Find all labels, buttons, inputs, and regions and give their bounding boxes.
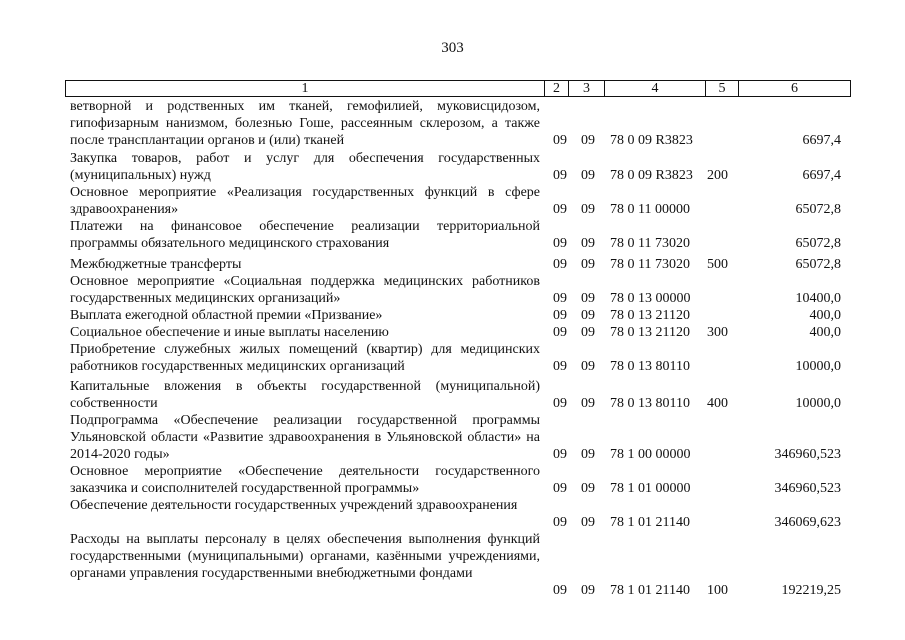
table-row — [0, 218, 905, 252]
amount: 65072,8 — [795, 257, 841, 272]
target-article-code: 78 1 01 21140 — [610, 515, 690, 530]
expense-type-code: 100 — [707, 583, 728, 598]
amount: 346960,523 — [774, 447, 841, 462]
amount: 10000,0 — [795, 396, 841, 411]
header-col-2: 2 — [544, 81, 568, 96]
section-code: 09 — [553, 236, 567, 251]
table-row — [0, 98, 905, 149]
header-col-1: 1 — [301, 81, 309, 96]
subsection-code: 09 — [581, 359, 595, 374]
target-article-code: 78 1 00 00000 — [610, 447, 691, 462]
subsection-code: 09 — [581, 325, 595, 340]
amount: 10400,0 — [795, 291, 841, 306]
section-code: 09 — [553, 325, 567, 340]
section-code: 09 — [553, 133, 567, 148]
section-code: 09 — [553, 515, 567, 530]
target-article-code: 78 0 13 21120 — [610, 308, 690, 323]
table-row — [0, 184, 905, 218]
row-description: Платежи на финансовое обеспечение реализации территориальной программы обязательного медицинского страхования — [70, 219, 540, 251]
table-row — [0, 273, 905, 307]
subsection-code: 09 — [581, 308, 595, 323]
amount: 10000,0 — [795, 359, 841, 374]
row-description: Обеспечение деятельности государственных учреждений здравоохранения — [70, 498, 518, 513]
row-description: Основное мероприятие «Обеспечение деятельности государственного заказчика и соисполнителей государственной программы» — [70, 464, 540, 496]
amount: 400,0 — [809, 325, 841, 340]
row-description: Приобретение служебных жилых помещений (квартир) для медицинских работников государственных медицинских организаций — [70, 342, 540, 374]
section-code: 09 — [553, 308, 567, 323]
target-article-code: 78 1 01 21140 — [610, 583, 690, 598]
amount: 6697,4 — [802, 168, 841, 183]
row-description: Подпрограмма «Обеспечение реализации государственной программы Ульяновской области «Развитие здравоохранения в Ульяновской области» на 2014-2020 годы» — [70, 413, 540, 462]
subsection-code: 09 — [581, 447, 595, 462]
subsection-code: 09 — [581, 202, 595, 217]
subsection-code: 09 — [581, 168, 595, 183]
section-code: 09 — [553, 202, 567, 217]
expense-type-code: 200 — [707, 168, 728, 183]
section-code: 09 — [553, 481, 567, 496]
target-article-code: 78 0 11 00000 — [610, 202, 690, 217]
table-row — [0, 150, 905, 184]
target-article-code: 78 1 01 00000 — [610, 481, 691, 496]
section-code: 09 — [553, 359, 567, 374]
subsection-code: 09 — [581, 396, 595, 411]
table-row — [0, 307, 905, 324]
amount: 65072,8 — [795, 236, 841, 251]
amount: 346960,523 — [774, 481, 841, 496]
section-code: 09 — [553, 168, 567, 183]
row-description: Межбюджетные трансферты — [70, 257, 242, 272]
table-row — [0, 341, 905, 375]
section-code: 09 — [553, 583, 567, 598]
table-row — [0, 412, 905, 463]
subsection-code: 09 — [581, 236, 595, 251]
amount: 65072,8 — [795, 202, 841, 217]
section-code: 09 — [553, 396, 567, 411]
amount: 192219,25 — [781, 583, 841, 598]
target-article-code: 78 0 13 80110 — [610, 396, 690, 411]
expense-type-code: 400 — [707, 396, 728, 411]
target-article-code: 78 0 13 80110 — [610, 359, 690, 374]
target-article-code: 78 0 11 73020 — [610, 236, 690, 251]
table-row — [0, 256, 905, 273]
amount: 346069,623 — [774, 515, 841, 530]
header-col-4: 4 — [604, 81, 705, 96]
amount: 400,0 — [809, 308, 841, 323]
table-row — [0, 324, 905, 341]
section-code: 09 — [553, 257, 567, 272]
target-article-code: 78 0 11 73020 — [610, 257, 690, 272]
subsection-code: 09 — [581, 583, 595, 598]
row-description: Закупка товаров, работ и услуг для обеспечения государственных (муниципальных) нужд — [70, 151, 540, 183]
row-description: Основное мероприятие «Социальная поддержка медицинских работников государственных медицинских организаций» — [70, 274, 540, 306]
row-description: Основное мероприятие «Реализация государственных функций в сфере здравоохранения» — [70, 185, 540, 217]
page-number: 303 — [441, 40, 464, 56]
section-code: 09 — [553, 447, 567, 462]
subsection-code: 09 — [581, 291, 595, 306]
row-description: Социальное обеспечение и иные выплаты населению — [70, 325, 389, 340]
table-row — [0, 531, 905, 599]
subsection-code: 09 — [581, 481, 595, 496]
row-description: Расходы на выплаты персоналу в целях обеспечения выполнения функций государственными (муниципальными) органами, казёнными учреждениями, органами управления государственными внебюджетными фондами — [70, 532, 540, 581]
table-row — [0, 378, 905, 412]
row-description: Выплата ежегодной областной премии «Призвание» — [70, 308, 383, 323]
target-article-code: 78 0 09 R3823 — [610, 168, 693, 183]
subsection-code: 09 — [581, 257, 595, 272]
header-col-6: 6 — [738, 81, 850, 96]
section-code: 09 — [553, 291, 567, 306]
subsection-code: 09 — [581, 515, 595, 530]
expense-type-code: 500 — [707, 257, 728, 272]
row-description: ветворной и родственных им тканей, гемофилией, муковисцидозом, гипофизарным нанизмом, болезнью Гоше, рассеянным склерозом, а также после трансплантации органов и (или) тканей — [70, 99, 540, 148]
table-row — [0, 463, 905, 497]
expense-type-code: 300 — [707, 325, 728, 340]
table-header — [65, 80, 851, 97]
row-description: Капитальные вложения в объекты государственной (муниципальной) собственности — [70, 379, 540, 411]
header-col-5: 5 — [705, 81, 738, 96]
target-article-code: 78 0 13 00000 — [610, 291, 691, 306]
target-article-code: 78 0 09 R3823 — [610, 133, 693, 148]
target-article-code: 78 0 13 21120 — [610, 325, 690, 340]
subsection-code: 09 — [581, 133, 595, 148]
header-col-3: 3 — [568, 81, 604, 96]
table-row — [0, 497, 905, 531]
amount: 6697,4 — [802, 133, 841, 148]
